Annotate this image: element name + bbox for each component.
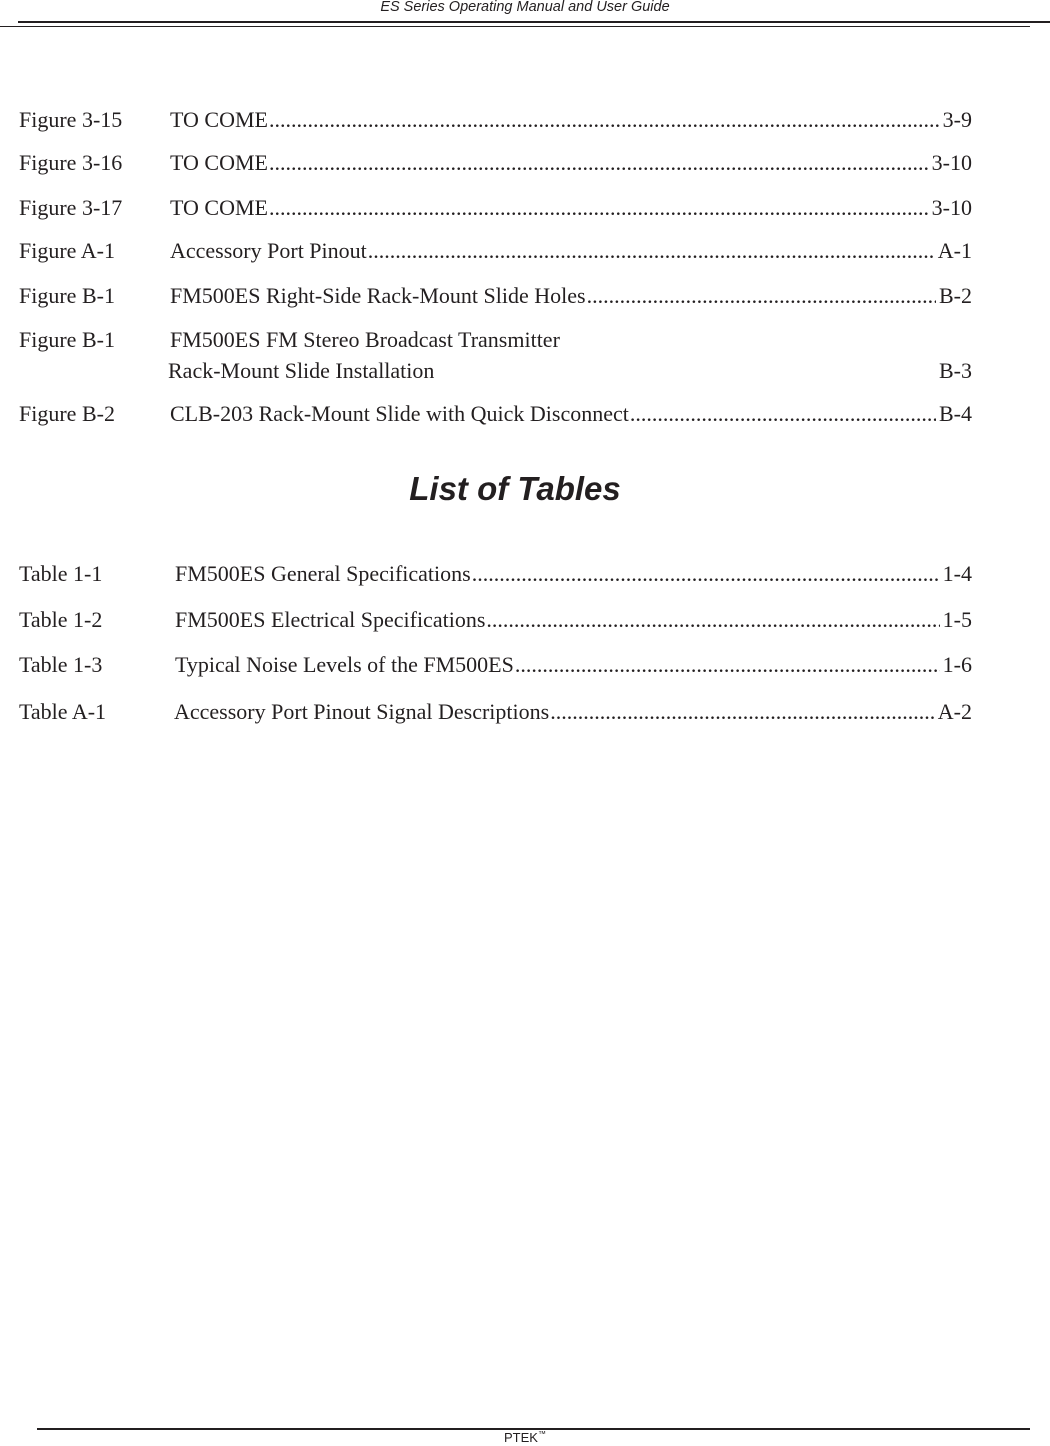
figure-title: FM500ES FM Stereo Broadcast Transmitter bbox=[170, 327, 560, 352]
figure-entry-b-1 bbox=[19, 283, 972, 309]
figure-entry-3-15 bbox=[19, 107, 972, 133]
dot-leader bbox=[268, 150, 929, 176]
table-title: Accessory Port Pinout Signal Descriptions bbox=[174, 699, 550, 724]
figure-label: Figure B-1 bbox=[19, 283, 115, 308]
figure-entry-3-17 bbox=[19, 195, 972, 221]
figure-title-continued: Rack-Mount Slide Installation bbox=[168, 358, 435, 383]
running-header: ES Series Operating Manual and User Guide bbox=[380, 0, 670, 15]
table-entry-line bbox=[175, 607, 972, 633]
figure-label: Figure B-2 bbox=[19, 401, 115, 426]
table-label: Table 1-2 bbox=[19, 607, 103, 632]
figure-page: B-4 bbox=[939, 401, 972, 426]
figure-entry-3-16 bbox=[19, 150, 972, 176]
table-entry-line bbox=[175, 561, 972, 587]
figure-entry-line bbox=[170, 283, 972, 309]
figure-label: Figure A-1 bbox=[19, 238, 115, 263]
table-page: 1-4 bbox=[942, 561, 972, 586]
table-entry-1-3 bbox=[19, 652, 972, 678]
footer-brand bbox=[0, 1430, 1050, 1446]
figure-title: FM500ES Right-Side Rack-Mount Slide Holes bbox=[170, 283, 586, 308]
figure-entry-line bbox=[170, 150, 972, 176]
table-entry-1-1 bbox=[19, 561, 972, 587]
table-entry-1-2 bbox=[19, 607, 972, 633]
figure-title: Accessory Port Pinout bbox=[170, 238, 367, 263]
list-of-tables-heading: List of Tables bbox=[409, 470, 621, 507]
table-page: 1-5 bbox=[942, 607, 972, 632]
figure-page: A-1 bbox=[937, 238, 972, 263]
figure-page: B-2 bbox=[939, 283, 972, 308]
figure-entry-b-2 bbox=[19, 401, 972, 427]
dot-leader bbox=[629, 401, 936, 427]
figure-entry-line bbox=[170, 401, 972, 427]
figure-label: Figure 3-15 bbox=[19, 107, 123, 132]
table-label: Table 1-3 bbox=[19, 652, 103, 677]
figure-page: 3-10 bbox=[931, 150, 972, 175]
dot-leader bbox=[268, 195, 929, 221]
figure-title: TO COME bbox=[170, 107, 268, 132]
figure-entry-b-1-installation bbox=[19, 327, 972, 384]
figure-entry-a-1 bbox=[19, 238, 972, 264]
table-title: FM500ES General Specifications bbox=[175, 561, 471, 586]
figure-entry-line bbox=[170, 107, 972, 133]
header-rule bbox=[18, 21, 1050, 23]
figure-title: TO COME bbox=[170, 150, 268, 175]
figure-label: Figure 3-16 bbox=[19, 150, 123, 175]
dot-leader bbox=[471, 561, 940, 587]
table-label: Table A-1 bbox=[19, 699, 107, 724]
figure-label: Figure B-1 bbox=[19, 327, 115, 352]
dot-leader bbox=[367, 238, 935, 264]
table-title: FM500ES Electrical Specifications bbox=[175, 607, 486, 632]
table-page: A-2 bbox=[937, 699, 972, 724]
table-entry-a-1 bbox=[19, 699, 972, 725]
dot-leader bbox=[549, 699, 935, 725]
figure-entry-line bbox=[170, 238, 972, 264]
figure-title: CLB-203 Rack-Mount Slide with Quick Disconnect bbox=[170, 401, 629, 426]
figure-page: 3-9 bbox=[942, 107, 972, 132]
dot-leader bbox=[268, 107, 940, 133]
table-entry-line bbox=[174, 699, 972, 725]
figure-entry-line bbox=[170, 327, 972, 353]
table-page: 1-6 bbox=[942, 652, 972, 677]
table-entry-line bbox=[175, 652, 972, 678]
table-title: Typical Noise Levels of the FM500ES bbox=[175, 652, 514, 677]
trademark-mark: ™ bbox=[537, 1429, 546, 1439]
footer-brand-name: PTEK bbox=[504, 1430, 538, 1445]
figure-entry-line bbox=[170, 195, 972, 221]
dot-leader bbox=[485, 607, 939, 633]
dot-leader bbox=[514, 652, 940, 678]
table-label: Table 1-1 bbox=[19, 561, 103, 586]
header-rule-secondary bbox=[0, 26, 1030, 27]
figure-title: TO COME bbox=[170, 195, 268, 220]
figure-label: Figure 3-17 bbox=[19, 195, 123, 220]
figure-page: 3-10 bbox=[931, 195, 972, 220]
dot-leader bbox=[586, 283, 936, 309]
figure-page: B-3 bbox=[939, 358, 972, 383]
